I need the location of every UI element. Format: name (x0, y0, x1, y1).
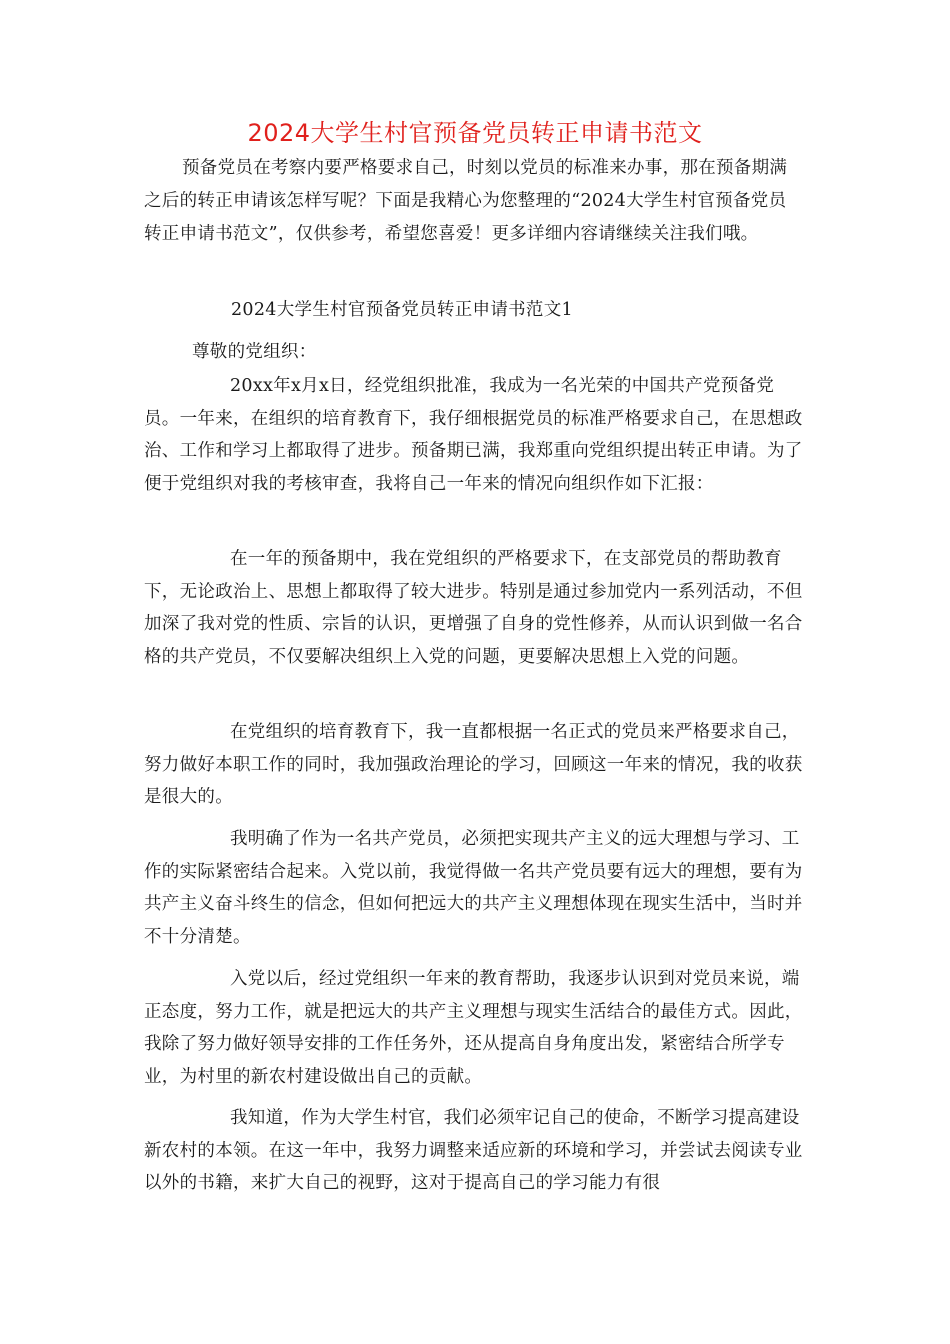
body-paragraph-3: 在党组织的培育教育下，我一直都根据一名正式的党员来严格要求自己，努力做好本职工作的同时，我加强政治理论的学习，回顾这一年来的情况，我的收获是很大的。 (144, 722, 803, 808)
salutation: 尊敬的党组织： (192, 342, 317, 362)
body-paragraph-6: 我知道，作为大学生村官，我们必须牢记自己的使命，不断学习提高建设新农村的本领。在这一年中，我努力调整来适应新的环境和学习，并尝试去阅读专业以外的书籍，来扩大自己的视野，这对于提高自己的学习能力有很 (144, 1108, 803, 1194)
body-paragraph-4: 我明确了作为一名共产党员，必须把实现共产主义的远大理想与学习、工作的实际紧密结合起来。入党以前，我觉得做一名共产党员要有远大的理想，要有为共产主义奋斗终生的信念，但如何把远大的共产主义理想体现在现实生活中，当时并不十分清楚。 (144, 829, 803, 947)
body-paragraph-2: 在一年的预备期中，我在党组织的严格要求下，在支部党员的帮助教育下，无论政治上、思想上都取得了较大进步。特别是通过参加党内一系列活动，不但加深了我对党的性质、宗旨的认识，更增强了自身的党性修养，从而认识到做一名合格的共产党员，不仅要解决组织上入党的问题，更要解决思想上入党的问题。 (144, 549, 803, 667)
section-subtitle: 2024大学生村官预备党员转正申请书范文1 (231, 300, 573, 320)
body-paragraph-1: 20xx年x月x日，经党组织批准，我成为一名光荣的中国共产党预备党员。一年来，在组织的培育教育下，我仔细根据党员的标准严格要求自己，在思想政治、工作和学习上都取得了进步。预备期已满，我郑重向党组织提出转正申请。为了便于党组织对我的考核审查，我将自己一年来的情况向组织作如下汇报： (144, 376, 803, 494)
body-paragraph-5: 入党以后，经过党组织一年来的教育帮助，我逐步认识到对党员来说，端正态度，努力工作，就是把远大的共产主义理想与现实生活结合的最佳方式。因此，我除了努力做好领导安排的工作任务外，还从提高自身角度出发，紧密结合所学专业，为村里的新农村建设做出自己的贡献。 (144, 969, 803, 1087)
intro-paragraph: 预备党员在考察内要严格要求自己，时刻以党员的标准来办事，那在预备期满之后的转正申请该怎样写呢？下面是我精心为您整理的“2024大学生村官预备党员转正申请书范文”，仅供参考，希望您喜爱！更多详细内容请继续关注我们哦。 (144, 158, 788, 244)
document-title: 2024大学生村官预备党员转正申请书范文 (247, 119, 703, 147)
